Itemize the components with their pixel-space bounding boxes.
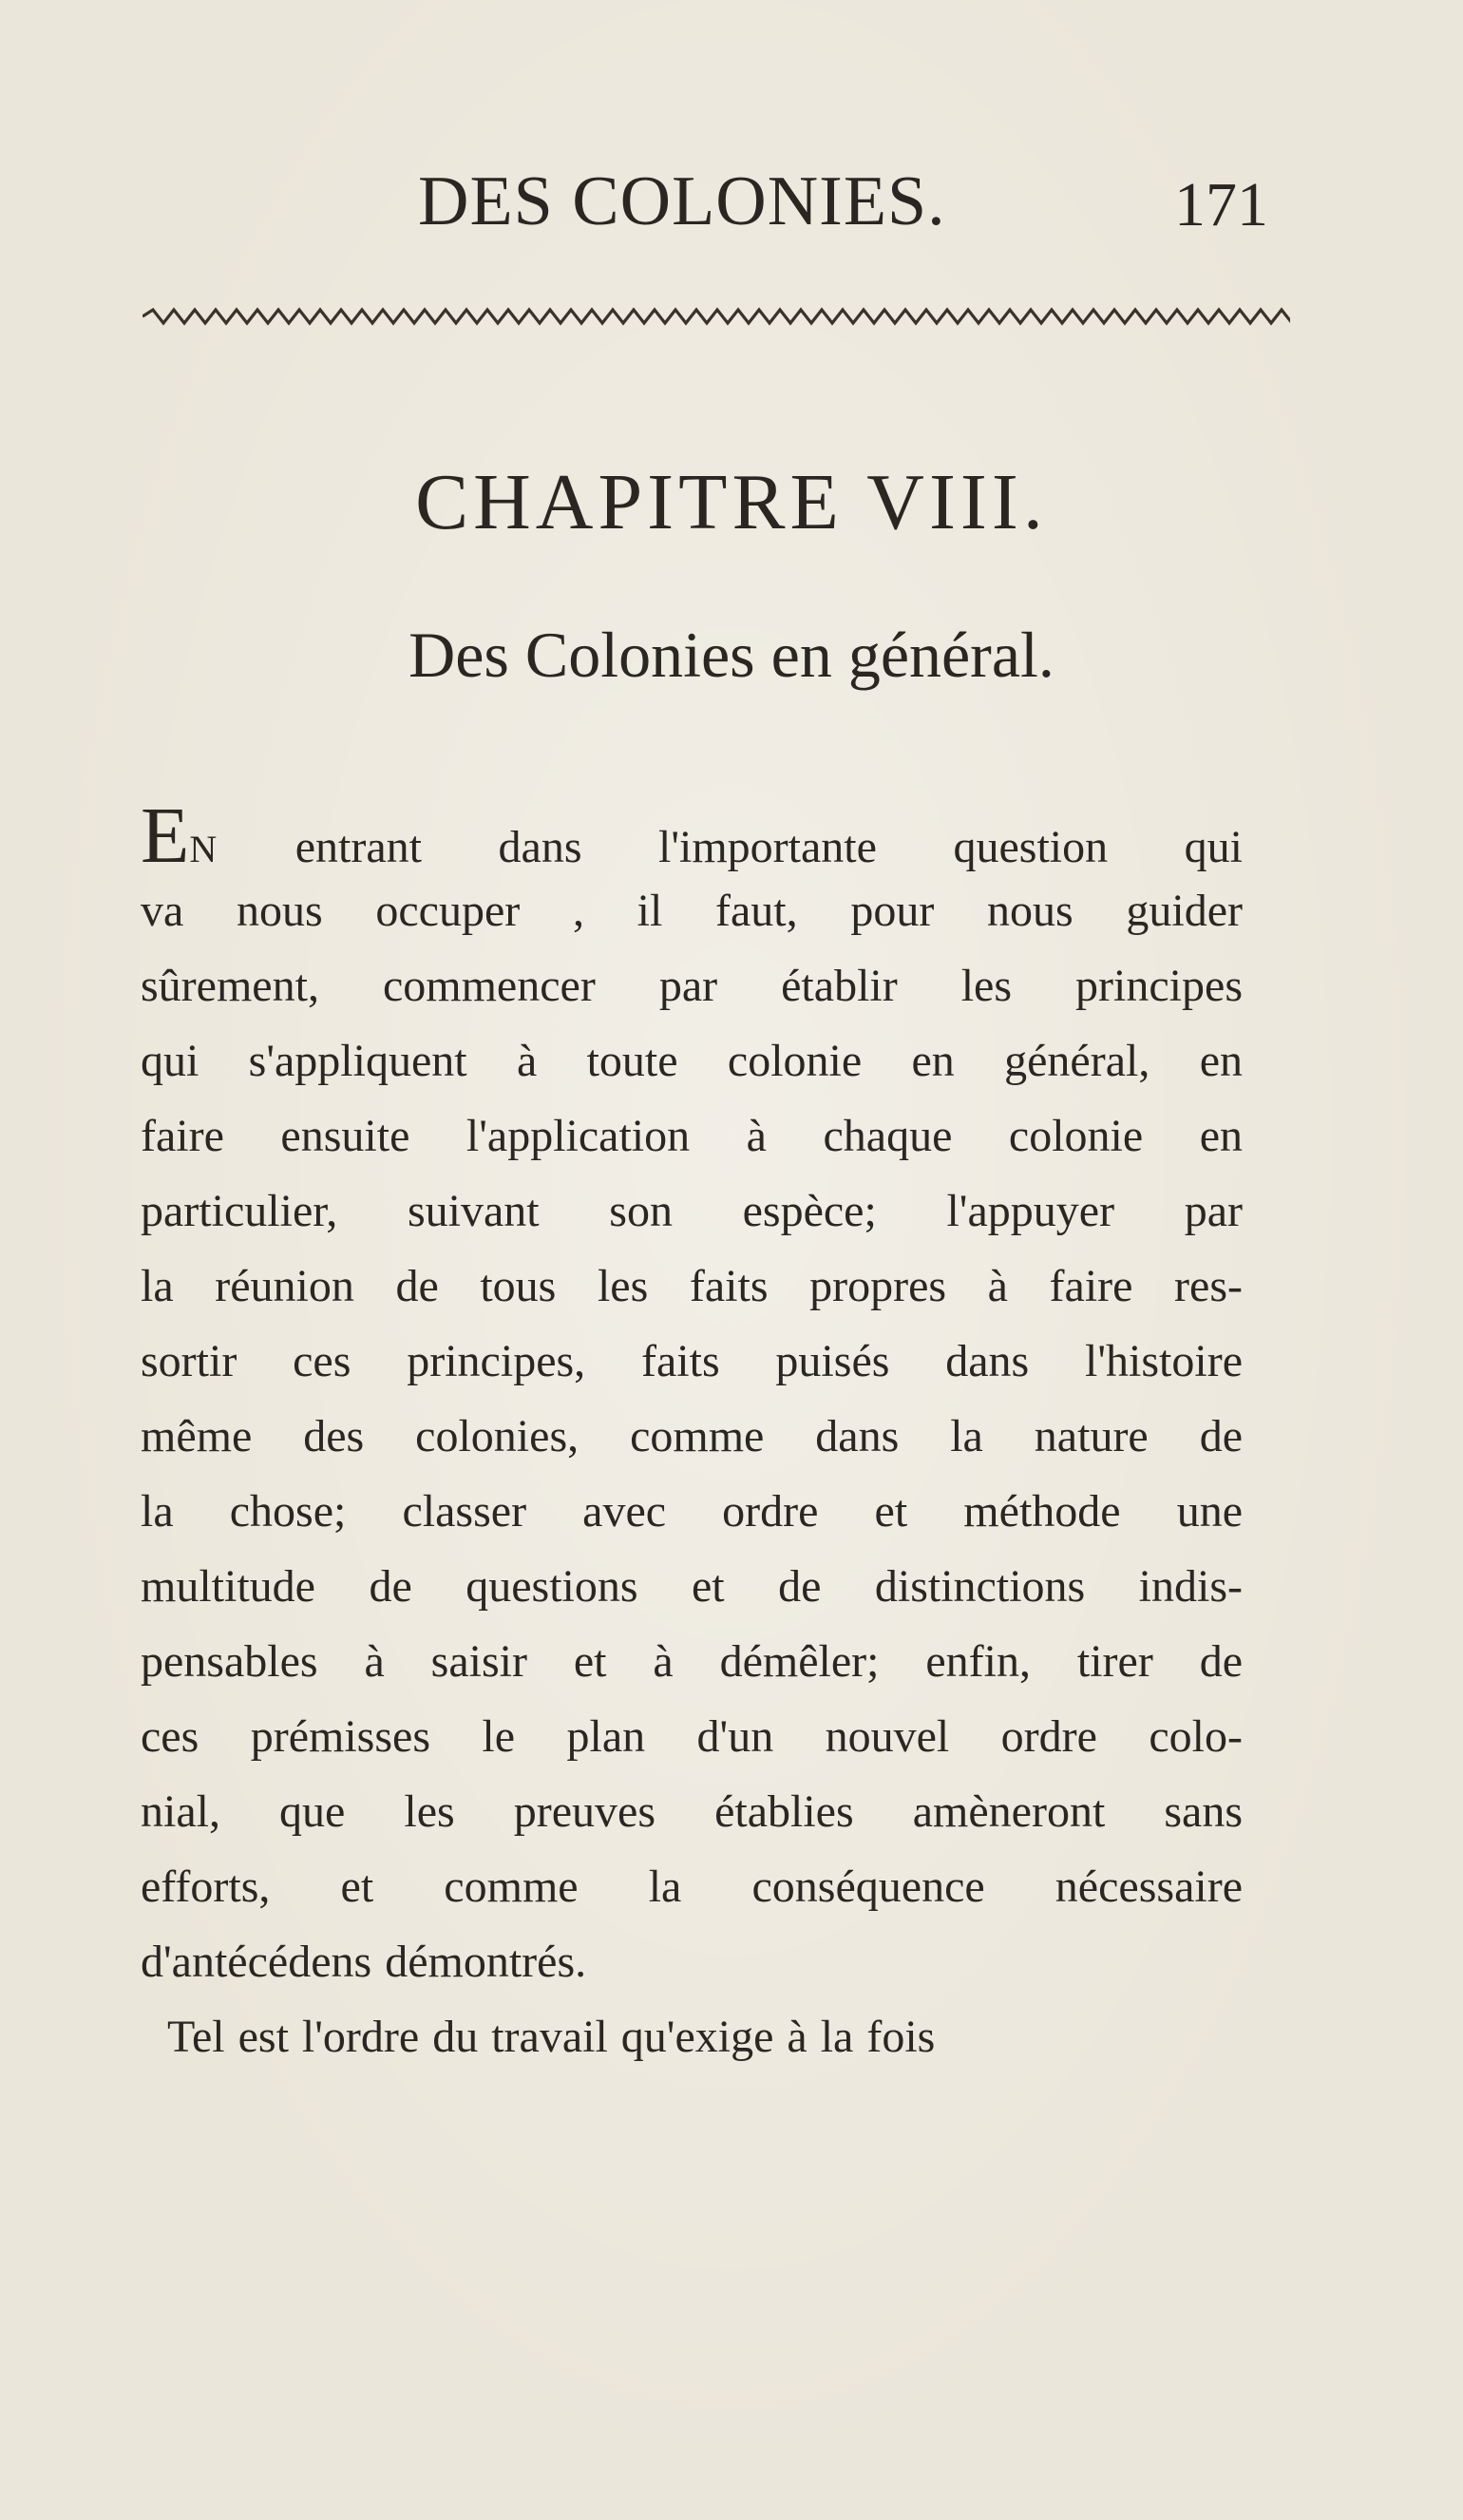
ornamental-rule [142,306,1290,327]
chapter-title: CHAPITRE VIII. [415,458,1048,546]
text-line: particulier, suivant son espèce; l'appuyer par [141,1186,1243,1236]
text-line: sûrement, commencer par établir les principes [141,961,1243,1011]
text-line: va nous occuper , il faut, pour nous guider [141,886,1243,936]
text-line: nial, que les preuves établies amèneront sans [141,1786,1243,1837]
running-title: DES COLONIES. [418,162,946,240]
text-line: la réunion de tous les faits propres à faire res- [141,1261,1243,1311]
text-line: faire ensuite l'application à chaque colonie en [141,1111,1243,1161]
first-line-text: entrant dans l'importante question qui [218,822,1243,872]
text-line: même des colonies, comme dans la nature de [141,1411,1243,1461]
body-text [141,792,1243,2074]
text-line: sortir ces principes, faits puisés dans l'histoire [141,1336,1243,1386]
paragraph-last-line: d'antécédens démontrés. [141,1937,587,1987]
text-line: pensables à saisir et à démêler; enfin, tirer de [141,1636,1243,1687]
chapter-subtitle: Des Colonies en général. [408,619,1054,691]
text-line: multitude de questions et de distinctions indis- [141,1561,1243,1612]
text-line: qui s'appliquent à toute colonie en général, en [141,1036,1243,1086]
smallcap-letters: N [189,828,219,870]
paragraph2-first-line: Tel est l'ordre du travail qu'exige à la fois [167,2012,936,2062]
text-line: la chose; classer avec ordre et méthode une [141,1486,1243,1537]
text-line: efforts, et comme la conséquence nécessaire [141,1861,1243,1912]
running-head [0,162,1463,247]
page-number: 171 [1174,170,1268,239]
text-line: ces prémisses le plan d'un nouvel ordre colo- [141,1711,1243,1762]
drop-cap: E [141,792,190,880]
paragraph-first-line [141,792,1243,880]
